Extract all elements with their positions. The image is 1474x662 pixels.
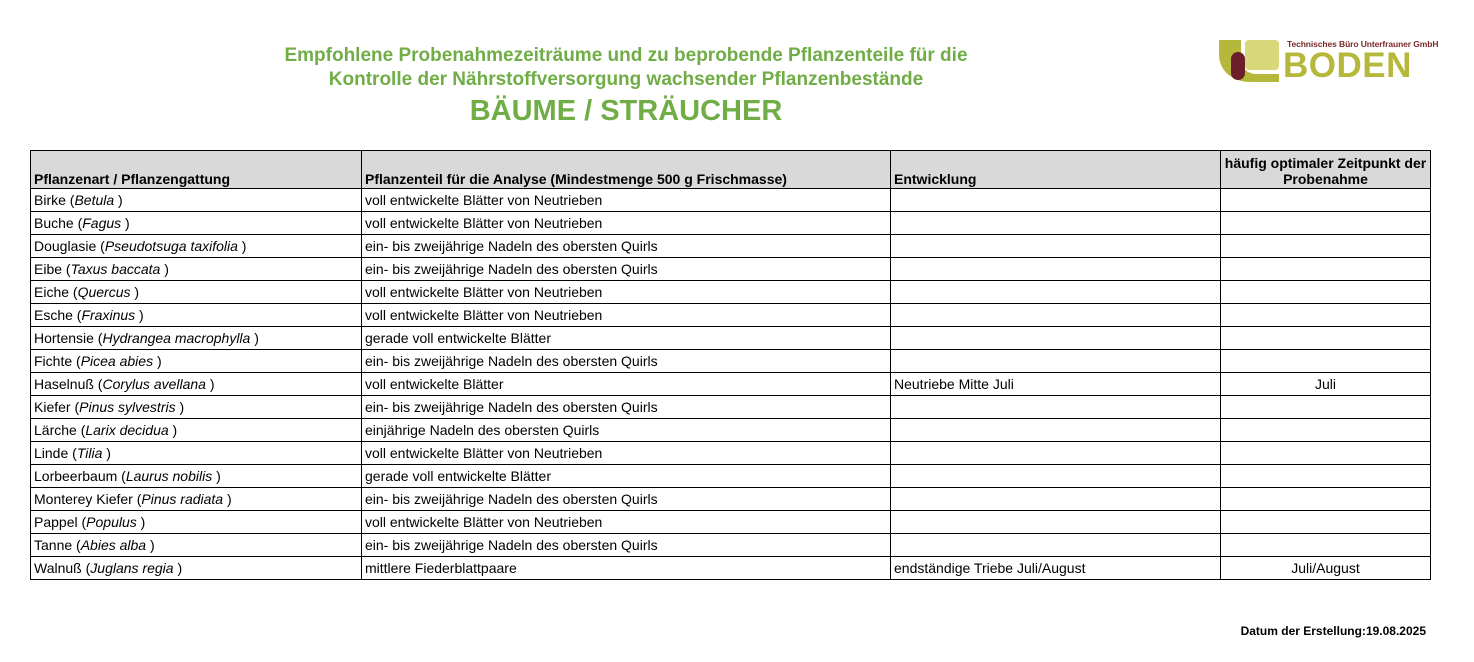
company-name: Technisches Büro Unterfrauner GmbH — [1287, 39, 1439, 49]
cell-timing — [1221, 488, 1431, 511]
plant-name-close: ) — [212, 468, 221, 484]
cell-plant — [31, 304, 362, 327]
plant-latin-name: Pinus sylvestris — [79, 399, 176, 415]
cell-development — [891, 189, 1221, 212]
plant-latin-name: Betula — [74, 192, 115, 208]
plant-common-name: Lärche ( — [34, 422, 86, 438]
cell-development — [891, 235, 1221, 258]
creation-date-label: Datum der Erstellung: — [1240, 624, 1366, 638]
plant-common-name: Lorbeerbaum ( — [34, 468, 126, 484]
table-row — [31, 488, 1431, 511]
plant-name-close: ) — [114, 192, 123, 208]
cell-plant — [31, 419, 362, 442]
cell-plant — [31, 350, 362, 373]
plant-latin-name: Fraxinus — [81, 307, 136, 323]
cell-development — [891, 212, 1221, 235]
creation-date-value: 19.08.2025 — [1365, 624, 1426, 638]
cell-timing — [1221, 212, 1431, 235]
plant-latin-name: Laurus nobilis — [125, 468, 213, 484]
cell-development — [891, 396, 1221, 419]
cell-part: ein- bis zweijährige Nadeln des obersten Quirls — [362, 488, 891, 511]
table-row — [31, 511, 1431, 534]
column-header-part: Pflanzenteil für die Analyse (Mindestmenge 500 g Frischmasse) — [362, 151, 891, 189]
cell-timing: Juli — [1221, 373, 1431, 396]
cell-part: ein- bis zweijährige Nadeln des obersten Quirls — [362, 258, 891, 281]
plant-common-name: Eiche ( — [34, 284, 78, 300]
cell-development — [891, 350, 1221, 373]
plant-latin-name: Taxus baccata — [70, 261, 161, 277]
cell-timing — [1221, 419, 1431, 442]
plant-name-close: ) — [205, 376, 215, 392]
plant-common-name: Walnuß ( — [34, 560, 91, 576]
plant-common-name: Buche ( — [34, 215, 83, 231]
cell-development: Neutriebe Mitte Juli — [891, 373, 1221, 396]
cell-plant — [31, 235, 362, 258]
plant-name-close: ) — [153, 353, 162, 369]
cell-plant — [31, 258, 362, 281]
plant-latin-name: Quercus — [77, 284, 131, 300]
cell-part: voll entwickelte Blätter von Neutrieben — [362, 511, 891, 534]
plant-common-name: Hortensie ( — [34, 330, 103, 346]
plant-latin-name: Fagus — [82, 215, 122, 231]
cell-timing: Juli/August — [1221, 557, 1431, 580]
cell-plant — [31, 534, 362, 557]
table-row — [31, 442, 1431, 465]
cell-development — [891, 258, 1221, 281]
table-row — [31, 304, 1431, 327]
cell-timing — [1221, 534, 1431, 557]
cell-plant — [31, 442, 362, 465]
plant-common-name: Linde ( — [34, 445, 77, 461]
plant-name-close: ) — [250, 330, 259, 346]
cell-timing — [1221, 396, 1431, 419]
cell-plant — [31, 465, 362, 488]
cell-part: voll entwickelte Blätter von Neutrieben — [362, 281, 891, 304]
plant-common-name: Haselnuß ( — [34, 376, 103, 392]
table-row — [31, 327, 1431, 350]
plant-common-name: Monterey Kiefer ( — [34, 491, 142, 507]
cell-development — [891, 419, 1221, 442]
plant-latin-name: Juglans regia — [90, 560, 174, 576]
plant-latin-name: Picea abies — [80, 353, 154, 369]
plant-latin-name: Larix decidua — [85, 422, 169, 438]
cell-development — [891, 534, 1221, 557]
cell-timing — [1221, 465, 1431, 488]
plant-name-close: ) — [136, 514, 146, 530]
table-row — [31, 350, 1431, 373]
plant-common-name: Pappel ( — [34, 514, 87, 530]
cell-timing — [1221, 235, 1431, 258]
plant-common-name: Tanne ( — [34, 537, 81, 553]
table-row — [31, 235, 1431, 258]
cell-timing — [1221, 189, 1431, 212]
table-row — [31, 258, 1431, 281]
page-title — [238, 44, 1014, 129]
cell-part: ein- bis zweijährige Nadeln des obersten Quirls — [362, 235, 891, 258]
table-row — [31, 465, 1431, 488]
table-row — [31, 189, 1431, 212]
cell-development — [891, 511, 1221, 534]
company-logo — [1217, 38, 1439, 88]
plant-name-close: ) — [173, 560, 183, 576]
plant-name-close: ) — [175, 399, 185, 415]
table-header-row — [31, 151, 1431, 189]
cell-part: voll entwickelte Blätter von Neutrieben — [362, 304, 891, 327]
column-header-plant: Pflanzenart / Pflanzengattung — [31, 151, 362, 189]
cell-part: voll entwickelte Blätter von Neutrieben — [362, 442, 891, 465]
plant-latin-name: Populus — [86, 514, 137, 530]
table-row — [31, 373, 1431, 396]
cell-development — [891, 488, 1221, 511]
cell-plant — [31, 557, 362, 580]
plant-latin-name: Tilia — [76, 445, 103, 461]
cell-part: ein- bis zweijährige Nadeln des obersten Quirls — [362, 396, 891, 419]
plant-common-name: Kiefer ( — [34, 399, 80, 415]
cell-plant — [31, 281, 362, 304]
cell-part: gerade voll entwickelte Blätter — [362, 327, 891, 350]
plant-name-close: ) — [237, 238, 247, 254]
plant-name-close: ) — [121, 215, 130, 231]
cell-plant — [31, 212, 362, 235]
cell-development — [891, 281, 1221, 304]
cell-plant — [31, 396, 362, 419]
cell-plant — [31, 189, 362, 212]
table-row — [31, 419, 1431, 442]
cell-part: voll entwickelte Blätter von Neutrieben — [362, 189, 891, 212]
cell-development — [891, 465, 1221, 488]
plant-name-close: ) — [160, 261, 169, 277]
brand-name: BODEN — [1283, 46, 1412, 85]
cell-timing — [1221, 511, 1431, 534]
plant-common-name: Birke ( — [34, 192, 75, 208]
cell-development: endständige Triebe Juli/August — [891, 557, 1221, 580]
plant-common-name: Esche ( — [34, 307, 82, 323]
plant-common-name: Eibe ( — [34, 261, 71, 277]
cell-timing — [1221, 258, 1431, 281]
plant-latin-name: Abies alba — [80, 537, 147, 553]
cell-timing — [1221, 327, 1431, 350]
cell-part: einjährige Nadeln des obersten Quirls — [362, 419, 891, 442]
table-row — [31, 534, 1431, 557]
soil-sample-logo-icon — [1217, 38, 1283, 88]
cell-development — [891, 327, 1221, 350]
title-line-1: Empfohlene Probenahmezeiträume und zu beprobende Pflanzenteile für die — [284, 45, 968, 66]
plant-name-close: ) — [168, 422, 178, 438]
plant-latin-name: Hydrangea macrophylla — [102, 330, 251, 346]
cell-timing — [1221, 350, 1431, 373]
plant-name-close: ) — [135, 307, 144, 323]
plant-latin-name: Corylus avellana — [102, 376, 206, 392]
plant-name-close: ) — [146, 537, 155, 553]
cell-development — [891, 442, 1221, 465]
title-category: BÄUME / STRÄUCHER — [469, 95, 783, 127]
cell-development — [891, 304, 1221, 327]
column-header-development: Entwicklung — [891, 151, 1221, 189]
cell-timing — [1221, 442, 1431, 465]
title-line-2: Kontrolle der Nährstoffversorgung wachsender Pflanzenbestände — [328, 69, 924, 90]
cell-plant — [31, 327, 362, 350]
table-row — [31, 281, 1431, 304]
plant-latin-name: Pseudotsuga taxifolia — [104, 238, 238, 254]
plant-common-name: Douglasie ( — [34, 238, 105, 254]
cell-part: voll entwickelte Blätter — [362, 373, 891, 396]
table-row — [31, 212, 1431, 235]
column-header-timing: häufig optimaler Zeitpunkt der Probenahme — [1221, 151, 1431, 189]
cell-timing — [1221, 304, 1431, 327]
cell-plant — [31, 511, 362, 534]
plant-name-close: ) — [223, 491, 232, 507]
cell-part: voll entwickelte Blätter von Neutrieben — [362, 212, 891, 235]
plant-name-close: ) — [102, 445, 111, 461]
creation-date — [1241, 624, 1426, 638]
cell-plant — [31, 488, 362, 511]
cell-part: mittlere Fiederblattpaare — [362, 557, 891, 580]
plant-common-name: Fichte ( — [34, 353, 81, 369]
plant-name-close: ) — [130, 284, 140, 300]
cell-part: ein- bis zweijährige Nadeln des obersten Quirls — [362, 350, 891, 373]
sampling-table — [30, 150, 1431, 580]
cell-plant — [31, 373, 362, 396]
table-row — [31, 557, 1431, 580]
cell-part: gerade voll entwickelte Blätter — [362, 465, 891, 488]
cell-part: ein- bis zweijährige Nadeln des obersten Quirls — [362, 534, 891, 557]
cell-timing — [1221, 281, 1431, 304]
table-row — [31, 396, 1431, 419]
plant-latin-name: Pinus radiata — [141, 491, 224, 507]
